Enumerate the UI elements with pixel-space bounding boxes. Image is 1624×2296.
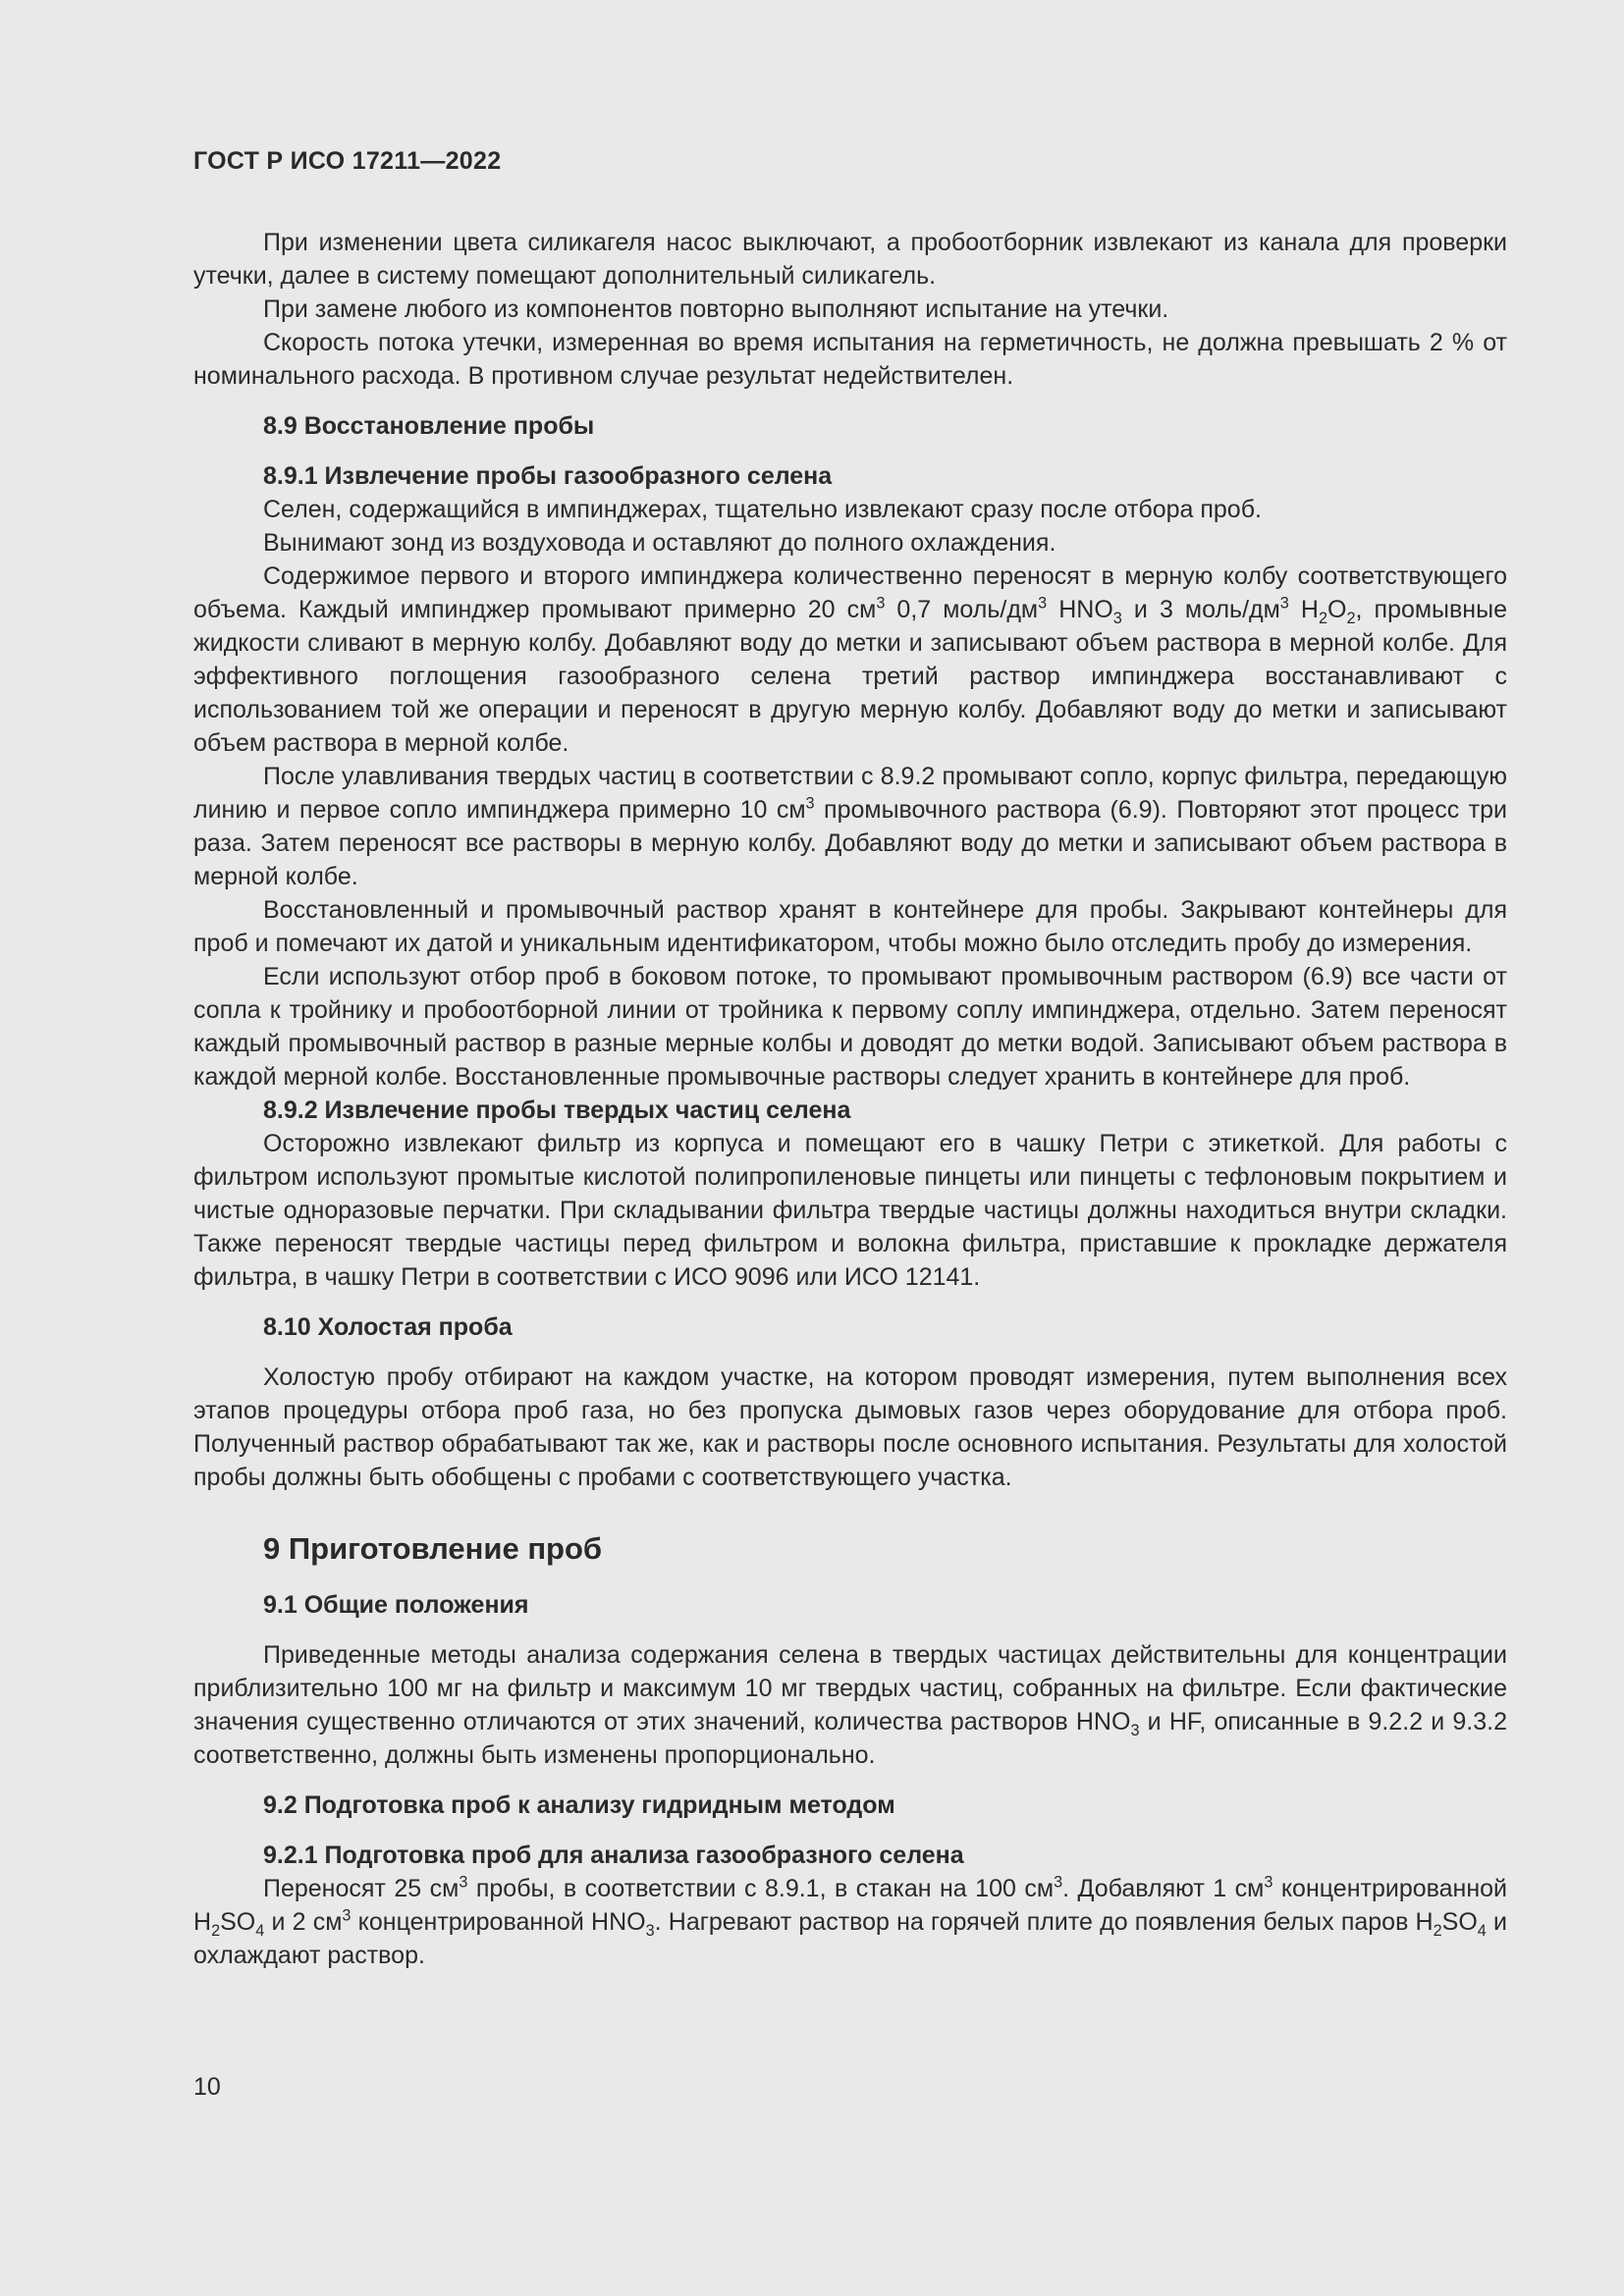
page-body [193, 226, 1507, 1972]
paragraph: Скорость потока утечки, измеренная во время испытания на герметичность, не должна превышать 2 % от номинального расхода. В противном случае результат недействителен. [193, 329, 1507, 390]
subsection-heading-8-9-2: 8.9.2 Извлечение пробы твердых частиц селена [263, 1096, 851, 1124]
paragraph: Если используют отбор проб в боковом потоке, то промывают промывочным раствором (6.9) все части от сопла к тройнику и пробоотборной линии от тройника к первому соплу импинджера, отдельно. Затем переносят каждый промывочный раствор в разные мерные колбы и доводят до метки водой. Записывают объем раствора в каждой мерной колбе. Восстановленные промывочные растворы следует хранить в контейнере для проб. [193, 963, 1507, 1091]
paragraph: При замене любого из компонентов повторно выполняют испытание на утечки. [263, 295, 1169, 323]
document-header: ГОСТ Р ИСО 17211—2022 [193, 147, 502, 175]
section-heading-9-1: 9.1 Общие положения [263, 1591, 529, 1619]
page-number: 10 [193, 2073, 221, 2101]
paragraph: Холостую пробу отбирают на каждом участке, на котором проводят измерения, путем выполнения всех этапов процедуры отбора проб газа, но без пропуска дымовых газов через оборудование для отбора проб. Полученный раствор обрабатывают так же, как и растворы после основного испытания. Результаты для холостой пробы должны быть обобщены с пробами с соответствующего участка. [193, 1363, 1507, 1491]
paragraph: После улавливания твердых частиц в соответствии с 8.9.2 промывают сопло, корпус фильтра, передающую линию и первое сопло импинджера примерно 10 $см^3$ промывочного раствора (6.9). Повторяют этот процесс три раза. Затем переносят все растворы в мерную колбу. Добавляют воду до метки и записывают объем раствора в мерной колбе. [193, 763, 1507, 890]
paragraph: Содержимое первого и второго импинджера количественно переносят в мерную колбу соответствующего объема. Каждый импинджер промывают примерно 20 $см^3$ 0,7 моль/$дм^3$ $HNO_3$ и 3 моль/$дм^3$ $H_2O_2$, промывные жидкости сливают в мерную колбу. Добавляют воду до метки и записывают объем раствора в мерной колбе. Для эффективного поглощения газообразного селена третий раствор импинджера восстанавливают с использованием той же операции и переносят в другую мерную колбу. Добавляют воду до метки и записывают объем раствора в мерной колбе. [193, 562, 1507, 757]
section-heading-8-9: 8.9 Восстановление пробы [263, 412, 595, 440]
section-heading-9-2: 9.2 Подготовка проб к анализу гидридным методом [263, 1791, 895, 1819]
subsection-heading-8-9-1: 8.9.1 Извлечение пробы газообразного селена [263, 462, 833, 490]
paragraph: Переносят 25 $см^3$ пробы, в соответствии с 8.9.1, в стакан на 100 $см^3$. Добавляют 1 $см^3$ концентрированной $H_2SO_4$ и 2 $см^3$ концентрированной $HNO_3$. Нагревают раствор на горячей плите до появления белых паров $H_2SO_4$ и охлаждают раствор. [193, 1873, 1508, 1969]
paragraph: При изменении цвета силикагеля насос выключают, а пробоотборник извлекают из канала для проверки утечки, далее в систему помещают дополнительный силикагель. [193, 229, 1507, 290]
chapter-heading-9: 9 Приготовление проб [263, 1531, 603, 1566]
paragraph: Селен, содержащийся в импинджерах, тщательно извлекают сразу после отбора проб. [263, 496, 1262, 523]
subsection-heading-9-2-1: 9.2.1 Подготовка проб для анализа газообразного селена [263, 1842, 964, 1869]
paragraph: Приведенные методы анализа содержания селена в твердых частицах действительны для концентрации приблизительно 100 мг на фильтр и максимум 10 мг твердых частиц, собранных на фильтре. Если фактические значения существенно отличаются от этих значений, количества растворов $HNO_3$ и HF, описанные в 9.2.2 и 9.3.2 соответственно, должны быть изменены пропорционально. [193, 1641, 1507, 1769]
paragraph: Осторожно извлекают фильтр из корпуса и помещают его в чашку Петри с этикеткой. Для работы с фильтром используют промытые кислотой полипропиленовые пинцеты или пинцеты с тефлоновым покрытием и чистые одноразовые перчатки. При складывании фильтра твердые частицы должны находиться внутри складки. Также переносят твердые частицы перед фильтром и волокна фильтра, приставшие к прокладке держателя фильтра, в чашку Петри в соответствии с ИСО 9096 или ИСО 12141. [193, 1130, 1507, 1291]
section-heading-8-10: 8.10 Холостая проба [263, 1313, 513, 1341]
paragraph: Вынимают зонд из воздуховода и оставляют до полного охлаждения. [263, 529, 1056, 557]
paragraph: Восстановленный и промывочный раствор хранят в контейнере для пробы. Закрывают контейнеры для проб и помечают их датой и уникальным идентификатором, чтобы можно было отследить пробу до измерения. [193, 896, 1507, 957]
